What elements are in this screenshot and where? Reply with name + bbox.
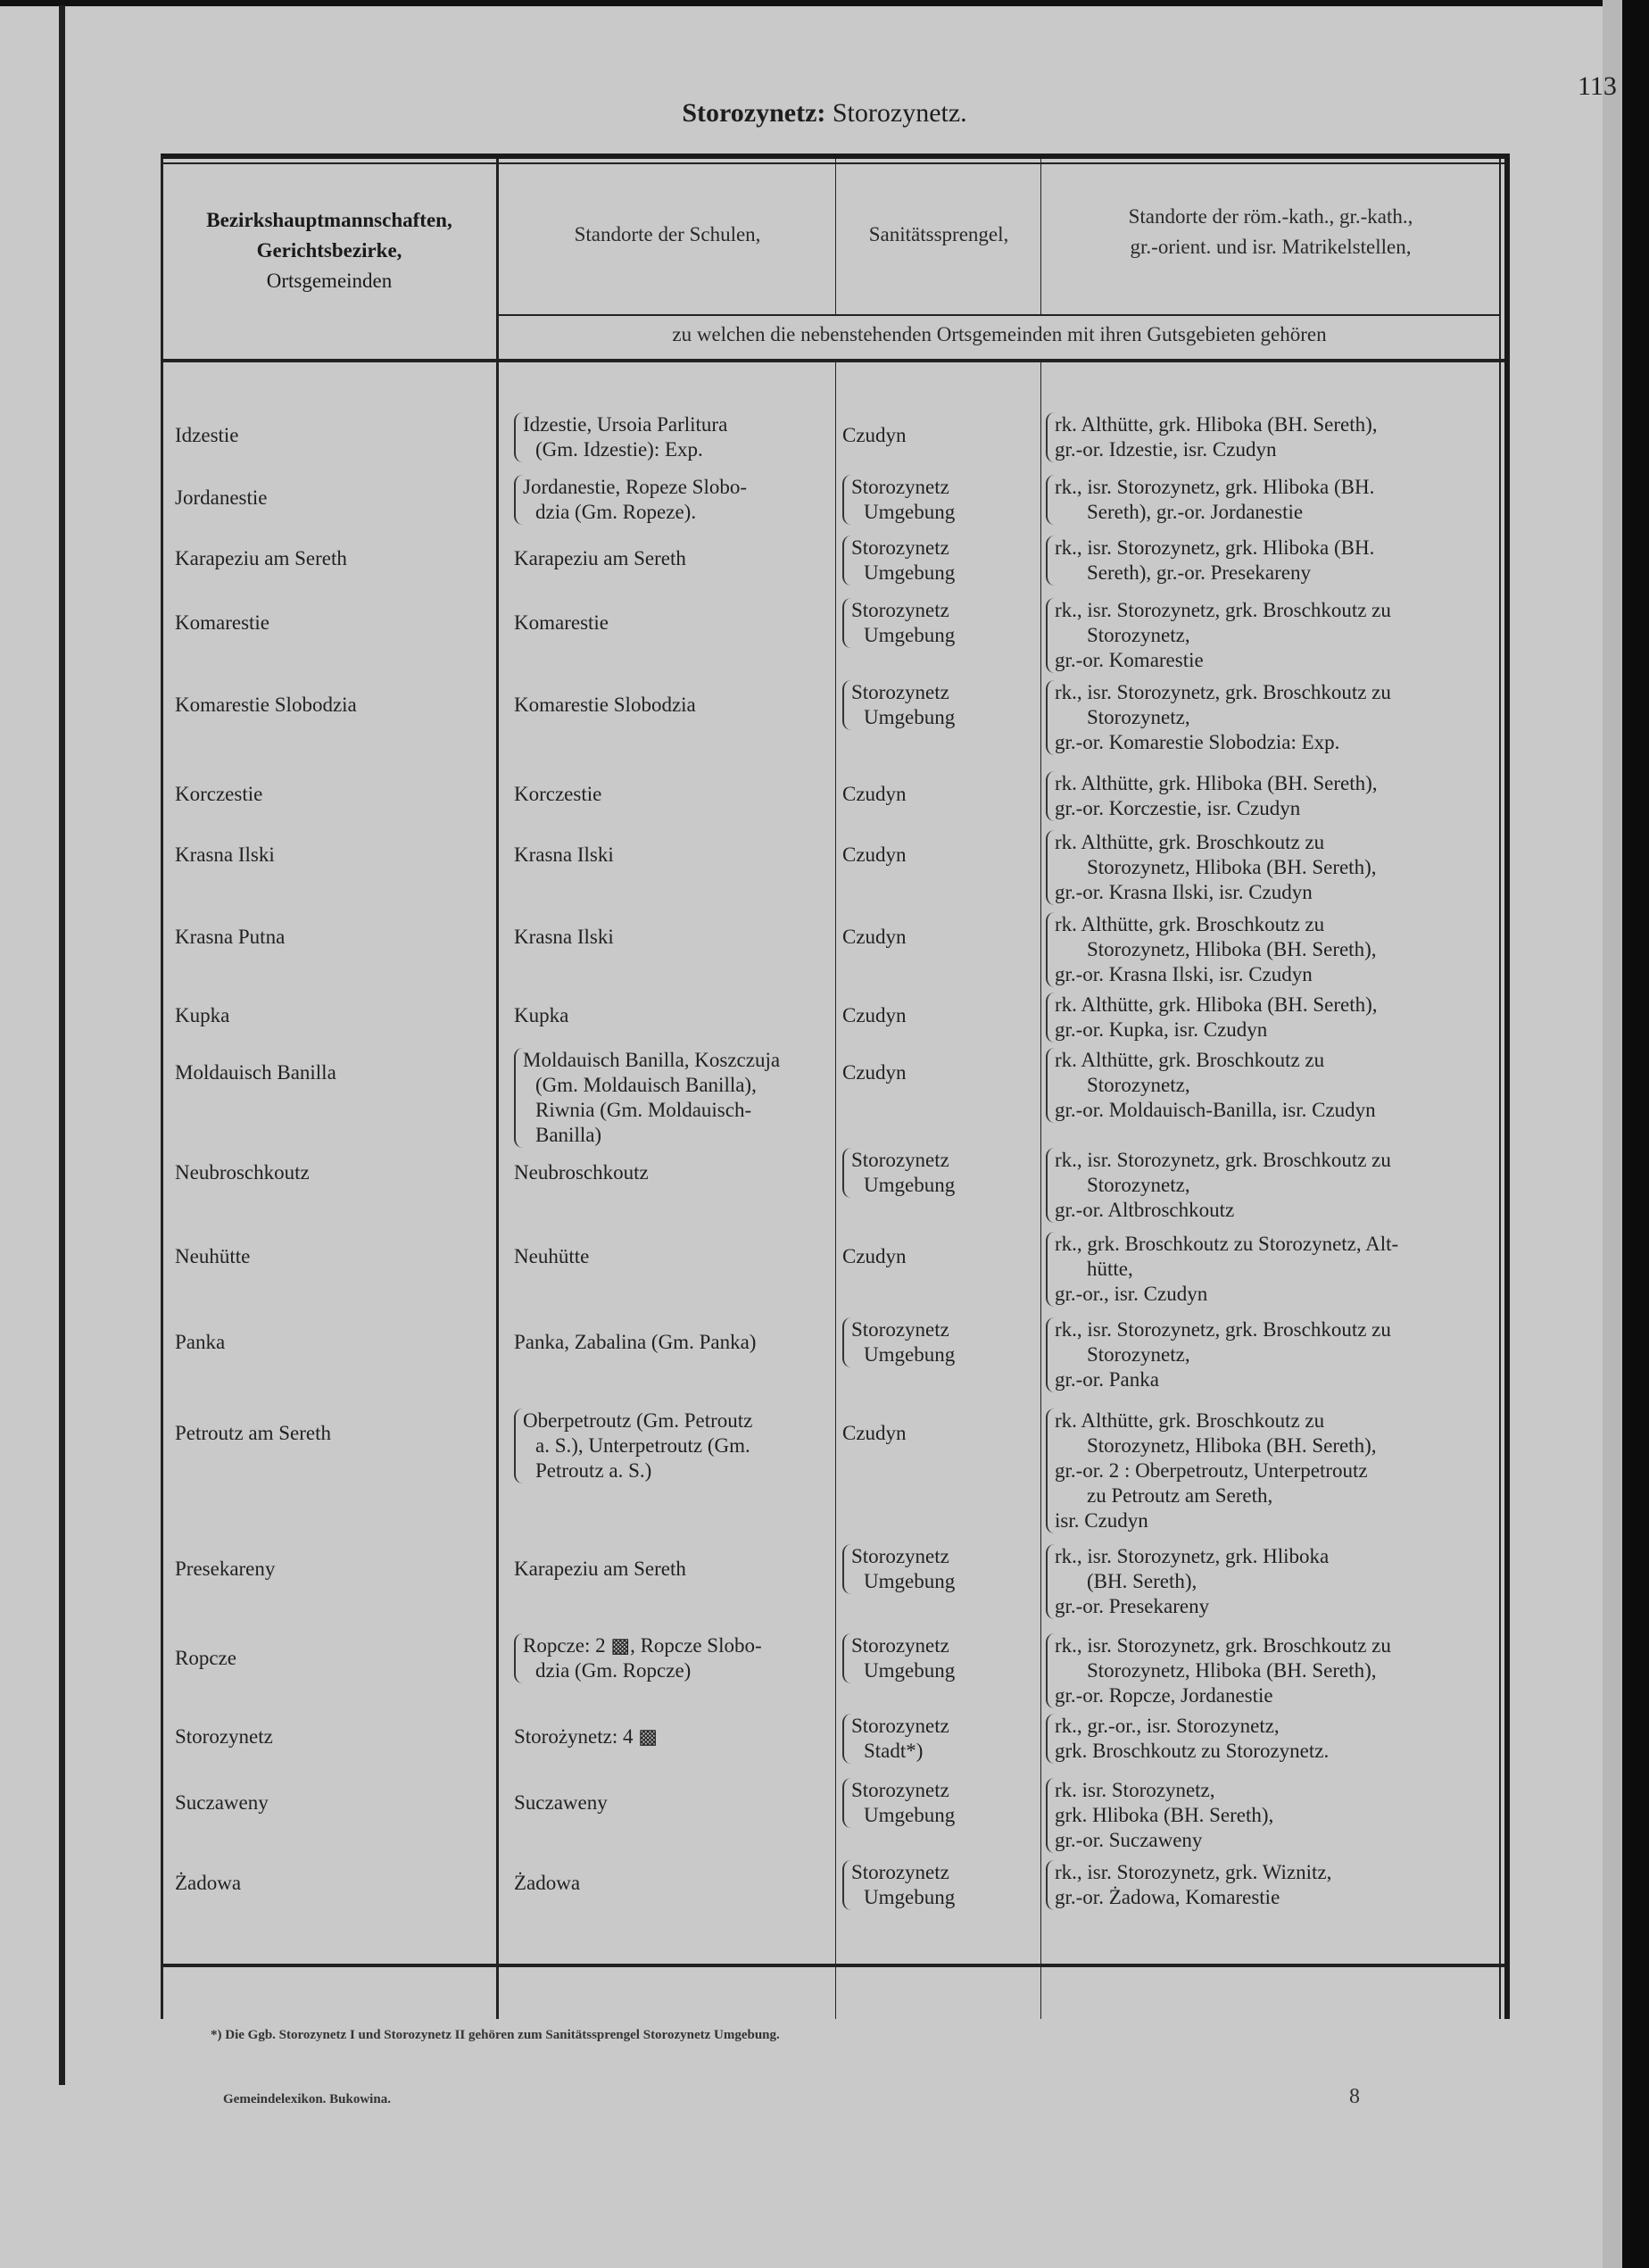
cell-matrikelstellen-line: gr.-or. Moldauisch-Banilla, isr. Czudyn — [1055, 1099, 1376, 1121]
cell-schulen — [514, 546, 826, 571]
cell-matrikelstellen-line: Storozynetz, Hliboka (BH. Sereth), — [1087, 1659, 1377, 1682]
cell-matrikelstellen-line: rk. Althütte, grk. Broschkoutz zu — [1055, 831, 1325, 853]
cell-matrikelstellen-line: Storozynetz, — [1087, 1074, 1190, 1096]
cell-matrikelstellen-line: gr.-or. Komarestie Slobodzia: Exp. — [1055, 731, 1340, 753]
header-sub-line — [499, 314, 1499, 316]
table-bottom-line — [161, 1964, 1504, 1967]
cell-matrikelstellen-line: Storozynetz, — [1087, 1343, 1190, 1366]
scan-edge-right — [1622, 0, 1649, 2268]
cell-ortsgemeinde: Suczaweny — [175, 1791, 269, 1814]
cell-matrikelstellen — [1046, 598, 1501, 673]
cell-matrikelstellen-line: rk., isr. Storozynetz, grk. Hliboka — [1055, 1545, 1330, 1567]
cell-matrikelstellen — [1046, 1232, 1501, 1307]
cell-matrikelstellen-line: Sereth), gr.-or. Presekareny — [1087, 561, 1312, 584]
cell-schulen — [514, 782, 826, 807]
cell-schulen — [514, 611, 826, 636]
cell-sanitaetssprengel — [842, 1714, 1048, 1764]
footer-sheet-number: 8 — [1349, 2085, 1360, 2108]
cell-schulen — [514, 843, 826, 868]
cell-sanitaetssprengel-line: Czudyn — [842, 1245, 907, 1267]
cell-schulen-line: Oberpetroutz (Gm. Petroutz — [523, 1409, 753, 1432]
cell-sanitaetssprengel-line: Czudyn — [842, 1422, 907, 1444]
cell-sanitaetssprengel-line: Umgebung — [864, 501, 956, 523]
cell-matrikelstellen-line: rk., isr. Storozynetz, grk. Hliboka (BH. — [1055, 536, 1375, 559]
cell-schulen-line: (Gm. Idzestie): Exp. — [535, 438, 703, 461]
cell-schulen-line: Komarestie Slobodzia — [514, 694, 696, 716]
cell-sanitaetssprengel — [842, 536, 1048, 586]
cell-matrikelstellen-line: Storozynetz, Hliboka (BH. Sereth), — [1087, 938, 1377, 960]
cell-schulen-line: Karapeziu am Sereth — [514, 1558, 686, 1580]
cell-matrikelstellen-line: rk., isr. Storozynetz, grk. Broschkoutz zu — [1055, 1149, 1391, 1171]
title-bold: Storozynetz: — [682, 98, 826, 128]
cell-matrikelstellen — [1046, 1544, 1501, 1619]
cell-schulen-line: Panka, Zabalina (Gm. Panka) — [514, 1331, 757, 1353]
cell-sanitaetssprengel-line: Storozynetz — [851, 1779, 949, 1801]
cell-ortsgemeinde: Neubroschkoutz — [175, 1161, 310, 1184]
cell-sanitaetssprengel-line: Czudyn — [842, 926, 907, 948]
header-inner-line — [161, 162, 1504, 164]
cell-matrikelstellen-line: gr.-or. Panka — [1055, 1368, 1159, 1391]
cell-matrikelstellen-line: rk. isr. Storozynetz, — [1055, 1779, 1215, 1801]
cell-sanitaetssprengel — [842, 843, 1039, 868]
header-col4 — [1042, 202, 1499, 262]
cell-schulen-line: (Gm. Moldauisch Banilla), — [535, 1074, 757, 1096]
cell-matrikelstellen-line: gr.-or. Krasna Ilski, isr. Czudyn — [1055, 881, 1313, 903]
cell-matrikelstellen-line: gr.-or. Kupka, isr. Czudyn — [1055, 1018, 1268, 1041]
cell-sanitaetssprengel — [842, 1544, 1048, 1594]
cell-sanitaetssprengel-line: Storozynetz — [851, 1545, 949, 1567]
cell-matrikelstellen-line: rk. Althütte, grk. Hliboka (BH. Sereth), — [1055, 993, 1378, 1016]
cell-ortsgemeinde: Presekareny — [175, 1558, 276, 1580]
cell-ortsgemeinde: Neuhütte — [175, 1245, 251, 1267]
divider-col3-header — [1040, 159, 1041, 316]
cell-matrikelstellen-line: isr. Czudyn — [1055, 1509, 1148, 1532]
cell-matrikelstellen-line: rk. Althütte, grk. Hliboka (BH. Sereth), — [1055, 413, 1378, 436]
header-col1-line2: Gerichtsbezirke, — [256, 239, 402, 262]
cell-ortsgemeinde: Komarestie Slobodzia — [175, 694, 357, 716]
header-col4-line2: gr.-orient. und isr. Matrikelstellen, — [1130, 236, 1412, 258]
cell-matrikelstellen — [1046, 680, 1501, 755]
cell-ortsgemeinde: Krasna Putna — [175, 926, 286, 948]
cell-schulen — [514, 1871, 826, 1896]
cell-sanitaetssprengel — [842, 1421, 1039, 1446]
cell-matrikelstellen-line: gr.-or. 2 : Oberpetroutz, Unterpetroutz — [1055, 1459, 1368, 1482]
cell-matrikelstellen-line: gr.-or. Suczaweny — [1055, 1829, 1203, 1851]
cell-sanitaetssprengel-line: Storozynetz — [851, 536, 949, 559]
cell-matrikelstellen — [1046, 412, 1501, 462]
cell-matrikelstellen-line: rk. Althütte, grk. Broschkoutz zu — [1055, 1409, 1325, 1432]
cell-ortsgemeinde: Kupka — [175, 1004, 230, 1026]
cell-schulen — [514, 1048, 835, 1148]
cell-sanitaetssprengel-line: Czudyn — [842, 424, 907, 446]
cell-sanitaetssprengel-line: Umgebung — [864, 1659, 956, 1682]
page-number: 113 — [1578, 71, 1617, 101]
cell-sanitaetssprengel-line: Umgebung — [864, 624, 956, 646]
cell-schulen — [514, 1408, 835, 1483]
cell-matrikelstellen-line: Sereth), gr.-or. Jordanestie — [1087, 501, 1304, 523]
header-col1 — [164, 205, 494, 296]
cell-sanitaetssprengel-line: Czudyn — [842, 1004, 907, 1026]
cell-sanitaetssprengel — [842, 598, 1048, 648]
cell-schulen-line: Korczestie — [514, 783, 602, 805]
cell-matrikelstellen-line: Storozynetz, — [1087, 1174, 1190, 1196]
divider-col2 — [835, 361, 836, 2019]
cell-matrikelstellen-line: gr.-or. Żadowa, Komarestie — [1055, 1886, 1280, 1908]
cell-ortsgemeinde: Karapeziu am Sereth — [175, 547, 347, 569]
cell-ortsgemeinde: Moldauisch Banilla — [175, 1061, 336, 1084]
cell-matrikelstellen-line: gr.-or. Presekareny — [1055, 1595, 1210, 1617]
header-col4-line1: Standorte der röm.-kath., gr.-kath., — [1128, 205, 1413, 228]
cell-ortsgemeinde: Panka — [175, 1331, 226, 1353]
cell-matrikelstellen-line: Storozynetz, Hliboka (BH. Sereth), — [1087, 856, 1377, 878]
footer-source: Gemeindelexikon. Bukowina. — [223, 2092, 391, 2106]
scan-edge-left — [59, 5, 65, 2085]
cell-schulen-line: Karapeziu am Sereth — [514, 547, 686, 569]
cell-matrikelstellen-line: grk. Broschkoutz zu Storozynetz. — [1055, 1740, 1330, 1762]
cell-matrikelstellen — [1046, 1778, 1501, 1853]
cell-sanitaetssprengel-line: Czudyn — [842, 1061, 907, 1084]
cell-matrikelstellen — [1046, 993, 1501, 1043]
cell-schulen-line: Jordanestie, Ropeze Slobo- — [523, 476, 748, 498]
cell-matrikelstellen-line: rk., isr. Storozynetz, grk. Broschkoutz zu — [1055, 1634, 1391, 1657]
cell-schulen-line: Neuhütte — [514, 1245, 590, 1267]
scan-edge-shadow — [1603, 0, 1622, 2268]
divider-col1 — [496, 159, 499, 2019]
cell-sanitaetssprengel-line: Umgebung — [864, 706, 956, 728]
cell-sanitaetssprengel — [842, 680, 1048, 730]
cell-schulen-line: Banilla) — [535, 1124, 602, 1146]
cell-schulen-line: Krasna Ilski — [514, 926, 614, 948]
cell-schulen-line: Neubroschkoutz — [514, 1161, 649, 1184]
divider-col2-header — [835, 159, 836, 316]
cell-sanitaetssprengel — [842, 1244, 1039, 1269]
cell-schulen — [514, 1724, 826, 1749]
cell-sanitaetssprengel-line: Umgebung — [864, 1570, 956, 1592]
cell-matrikelstellen — [1046, 1714, 1501, 1764]
cell-ortsgemeinde: Komarestie — [175, 611, 270, 634]
cell-sanitaetssprengel-line: Storozynetz — [851, 599, 949, 621]
cell-schulen — [514, 1330, 826, 1355]
cell-matrikelstellen-line: rk., isr. Storozynetz, grk. Broschkoutz zu — [1055, 599, 1391, 621]
cell-sanitaetssprengel-line: Umgebung — [864, 1343, 956, 1366]
cell-matrikelstellen-line: gr.-or. Krasna Ilski, isr. Czudyn — [1055, 963, 1313, 985]
cell-sanitaetssprengel-line: Umgebung — [864, 561, 956, 584]
cell-sanitaetssprengel — [842, 1317, 1048, 1367]
header-bottom-line — [161, 359, 1504, 362]
cell-ortsgemeinde: Petroutz am Sereth — [175, 1422, 332, 1444]
cell-sanitaetssprengel-line: Czudyn — [842, 843, 907, 866]
cell-sanitaetssprengel — [842, 1633, 1048, 1683]
header-col1-line1: Bezirkshauptmannschaften, — [206, 209, 452, 231]
cell-matrikelstellen — [1046, 1317, 1501, 1392]
cell-matrikelstellen-line: Storozynetz, — [1087, 624, 1190, 646]
cell-matrikelstellen-line: Storozynetz, — [1087, 706, 1190, 728]
cell-matrikelstellen-line: gr.-or. Korczestie, isr. Czudyn — [1055, 797, 1301, 819]
cell-matrikelstellen-line: rk., grk. Broschkoutz zu Storozynetz, Alt- — [1055, 1233, 1399, 1255]
cell-sanitaetssprengel-line: Czudyn — [842, 783, 907, 805]
cell-sanitaetssprengel-line: Storozynetz — [851, 1861, 949, 1883]
header-col3: Sanitätssprengel, — [868, 223, 1009, 245]
cell-matrikelstellen-line: rk., isr. Storozynetz, grk. Hliboka (BH. — [1055, 476, 1375, 498]
header-col1-line3: Ortsgemeinden — [266, 270, 393, 292]
cell-schulen — [514, 1160, 826, 1185]
cell-schulen — [514, 1790, 826, 1815]
cell-schulen-line: Krasna Ilski — [514, 843, 614, 866]
header-subheader: zu welchen die nebenstehenden Ortsgemeinden mit ihren Gutsgebieten gehören — [672, 323, 1327, 345]
cell-sanitaetssprengel — [842, 1060, 1039, 1085]
cell-matrikelstellen — [1046, 475, 1501, 525]
cell-matrikelstellen — [1046, 1048, 1501, 1123]
cell-ortsgemeinde: Jordanestie — [175, 486, 268, 509]
cell-sanitaetssprengel-line: Storozynetz — [851, 1149, 949, 1171]
cell-matrikelstellen-line: gr.-or. Komarestie — [1055, 649, 1204, 671]
cell-matrikelstellen-line: gr.-or. Idzestie, isr. Czudyn — [1055, 438, 1277, 461]
cell-matrikelstellen-line: rk., isr. Storozynetz, grk. Broschkoutz zu — [1055, 681, 1391, 703]
cell-sanitaetssprengel — [842, 782, 1039, 807]
cell-matrikelstellen-line: Storozynetz, Hliboka (BH. Sereth), — [1087, 1434, 1377, 1457]
page-title — [0, 98, 1649, 129]
title-rest: Storozynetz. — [825, 98, 967, 128]
cell-matrikelstellen-line: (BH. Sereth), — [1087, 1570, 1197, 1592]
cell-matrikelstellen-line: rk. Althütte, grk. Hliboka (BH. Sereth), — [1055, 772, 1378, 794]
cell-schulen-line: Komarestie — [514, 611, 609, 634]
cell-ortsgemeinde: Krasna Ilski — [175, 843, 275, 866]
cell-schulen-line: Riwnia (Gm. Moldauisch- — [535, 1099, 752, 1121]
cell-sanitaetssprengel-line: Storozynetz — [851, 1715, 949, 1737]
cell-matrikelstellen-line: grk. Hliboka (BH. Sereth), — [1055, 1804, 1274, 1826]
cell-schulen — [514, 693, 826, 718]
cell-matrikelstellen — [1046, 1860, 1501, 1910]
cell-matrikelstellen-line: rk. Althütte, grk. Broschkoutz zu — [1055, 1049, 1325, 1071]
cell-matrikelstellen — [1046, 771, 1501, 821]
cell-matrikelstellen-line: hütte, — [1087, 1258, 1133, 1280]
cell-matrikelstellen — [1046, 830, 1501, 905]
cell-sanitaetssprengel — [842, 1860, 1048, 1910]
cell-matrikelstellen — [1046, 536, 1501, 586]
cell-schulen-line: Petroutz a. S.) — [535, 1459, 652, 1482]
cell-sanitaetssprengel-line: Storozynetz — [851, 1634, 949, 1657]
cell-matrikelstellen-line: gr.-or. Ropcze, Jordanestie — [1055, 1684, 1273, 1707]
cell-sanitaetssprengel-line: Umgebung — [864, 1886, 956, 1908]
cell-sanitaetssprengel-line: Storozynetz — [851, 1318, 949, 1341]
cell-matrikelstellen — [1046, 1408, 1501, 1533]
cell-schulen — [514, 1557, 826, 1582]
footnote: *) Die Ggb. Storozynetz I und Storozynetz II gehören zum Sanitätssprengel Storozynetz Umgebung. — [211, 2028, 780, 2042]
cell-matrikelstellen-line: zu Petroutz am Sereth, — [1087, 1484, 1273, 1507]
cell-schulen-line: Suczaweny — [514, 1791, 608, 1814]
cell-ortsgemeinde: Storozynetz — [175, 1725, 273, 1748]
cell-sanitaetssprengel-line: Umgebung — [864, 1174, 956, 1196]
cell-sanitaetssprengel — [842, 1148, 1048, 1198]
cell-matrikelstellen-line: rk., isr. Storozynetz, grk. Wiznitz, — [1055, 1861, 1332, 1883]
cell-schulen-line: Ropcze: 2 ▩, Ropcze Slobo- — [523, 1634, 762, 1657]
cell-schulen-line: Kupka — [514, 1004, 569, 1026]
cell-matrikelstellen-line: gr.-or. Altbroschkoutz — [1055, 1199, 1235, 1221]
scan-edge-top — [0, 0, 1649, 6]
cell-sanitaetssprengel-line: Storozynetz — [851, 681, 949, 703]
cell-schulen-line: dzia (Gm. Ropcze) — [535, 1659, 692, 1682]
cell-schulen — [514, 1633, 835, 1683]
cell-schulen-line: a. S.), Unterpetroutz (Gm. — [535, 1434, 750, 1457]
cell-schulen-line: Storożynetz: 4 ▩ — [514, 1725, 658, 1748]
cell-matrikelstellen-line: rk. Althütte, grk. Broschkoutz zu — [1055, 913, 1325, 935]
cell-schulen — [514, 412, 835, 462]
cell-sanitaetssprengel-line: Storozynetz — [851, 476, 949, 498]
cell-schulen-line: Moldauisch Banilla, Koszczuja — [523, 1049, 781, 1071]
cell-ortsgemeinde: Idzestie — [175, 424, 239, 446]
cell-sanitaetssprengel — [842, 423, 1039, 448]
cell-sanitaetssprengel — [842, 1778, 1048, 1828]
cell-sanitaetssprengel — [842, 1003, 1039, 1028]
cell-sanitaetssprengel-line: Umgebung — [864, 1804, 956, 1826]
cell-schulen — [514, 925, 826, 950]
cell-ortsgemeinde: Ropcze — [175, 1647, 236, 1669]
cell-sanitaetssprengel-line: Stadt*) — [864, 1740, 924, 1762]
cell-ortsgemeinde: Żadowa — [175, 1872, 242, 1894]
cell-schulen — [514, 1244, 826, 1269]
cell-sanitaetssprengel — [842, 475, 1048, 525]
cell-matrikelstellen-line: rk., isr. Storozynetz, grk. Broschkoutz zu — [1055, 1318, 1391, 1341]
cell-sanitaetssprengel — [842, 925, 1039, 950]
cell-ortsgemeinde: Korczestie — [175, 783, 263, 805]
cell-schulen-line: Idzestie, Ursoia Parlitura — [523, 413, 728, 436]
cell-schulen — [514, 1003, 826, 1028]
cell-matrikelstellen — [1046, 1633, 1501, 1708]
cell-matrikelstellen — [1046, 1148, 1501, 1223]
cell-schulen — [514, 475, 835, 525]
header-col2: Standorte der Schulen, — [574, 223, 761, 245]
cell-matrikelstellen-line: gr.-or., isr. Czudyn — [1055, 1283, 1208, 1305]
cell-matrikelstellen-line: rk., gr.-or., isr. Storozynetz, — [1055, 1715, 1280, 1737]
cell-schulen-line: Żadowa — [514, 1872, 581, 1894]
cell-matrikelstellen — [1046, 912, 1501, 987]
cell-schulen-line: dzia (Gm. Ropeze). — [535, 501, 697, 523]
